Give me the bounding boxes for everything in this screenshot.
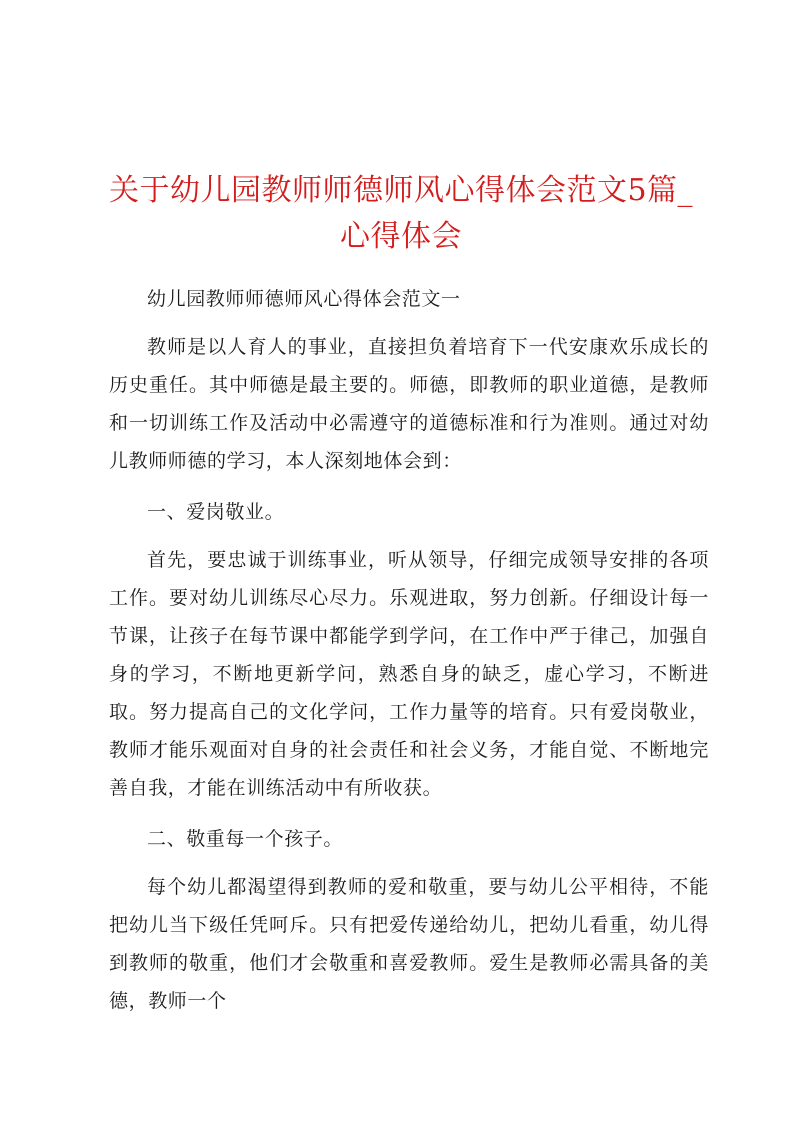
section-heading-2: 二、敬重每一个孩子。: [147, 828, 344, 850]
paragraph-2: 每个幼儿都渴望得到教师的爱和敬重，要与幼儿公平相待，不能把幼儿当下级任凭呵斥。只有把爱传递给幼儿，把幼儿看重，幼儿得到教师的敬重，他们才会敬重和喜爱教师。爱生是教师必需具备的美德，教师一个: [109, 876, 709, 1012]
paragraph-intro: 教师是以人育人的事业，直接担负着培育下一代安康欢乐成长的历史重任。其中师德是最主要的。师德，即教师的职业道德，是教师和一切训练工作及活动中必需遵守的道德标准和行为准则。通过对幼儿教师师德的学习，本人深刻地体会到：: [109, 336, 709, 472]
document-body: [109, 280, 709, 1033]
section-subtitle: 幼儿园教师师德师风心得体会范文一: [147, 288, 461, 310]
paragraph-1: 首先，要忠诚于训练事业，听从领导，仔细完成领导安排的各项工作。要对幼儿训练尽心尽力。乐观进取，努力创新。仔细设计每一节课，让孩子在每节课中都能学到学问，在工作中严于律己，加强自身的学习，不断地更新学问，熟悉自身的缺乏，虚心学习，不断进取。努力提高自己的文化学问，工作力量等的培育。只有爱岗敬业，教师才能乐观面对自身的社会责任和社会义务，才能自觉、不断地完善自我，才能在训练活动中有所收获。: [109, 549, 709, 799]
section-heading-1: 一、爱岗敬业。: [147, 501, 285, 523]
document-title: 关于幼儿园教师师德师风心得体会范文5篇_心得体会: [108, 173, 694, 254]
